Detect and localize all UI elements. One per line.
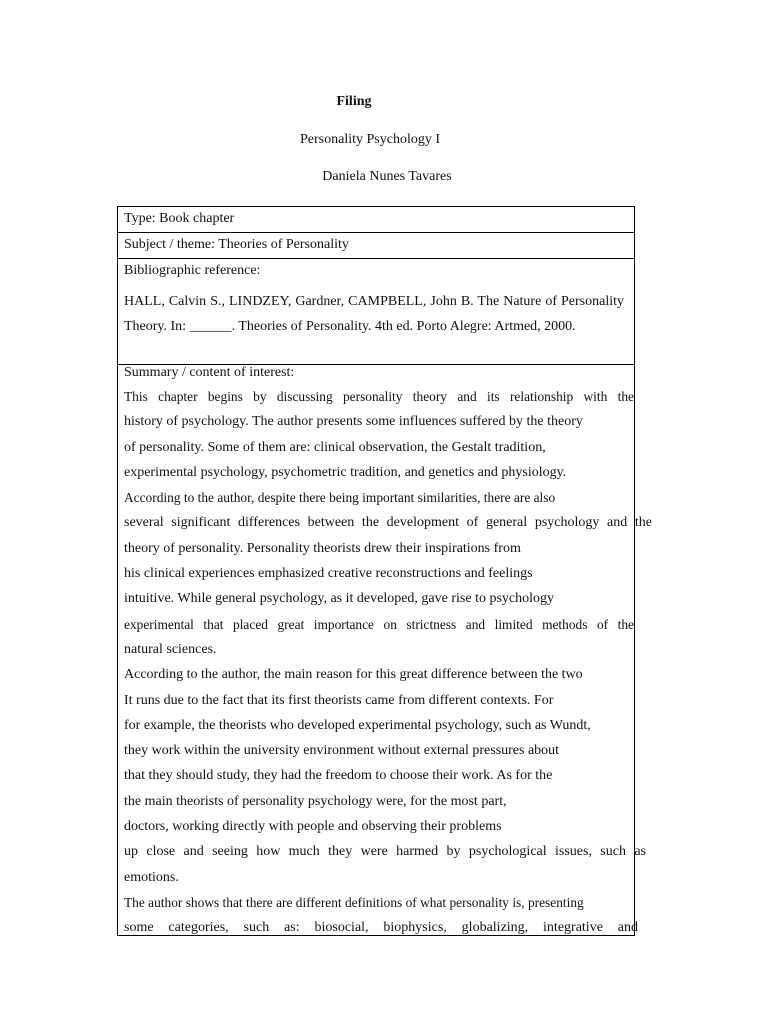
bibliographic-reference: HALL, Calvin S., LINDZEY, Gardner, CAMPBELL, John B. The Nature of Personality Theory. In: ______. Theories of Personality. 4th ed. Porto Alegre: Artmed, 2000. [124,294,624,334]
summary-line: natural sciences. [124,641,217,657]
document-subtitle: Personality Psychology I [300,132,440,147]
subject-row [118,233,634,259]
summary-line: theory of personality. Personality theorists drew their inspirations from [124,540,521,556]
bibliographic-row [118,259,634,365]
summary-line: of personality. Some of them are: clinical observation, the Gestalt tradition, [124,439,546,455]
type-row [118,207,634,233]
summary-line: experimental that placed great importance on strictness and limited methods of the [124,616,634,632]
summary-line: According to the author, the main reason for this great difference between the two [124,667,583,683]
summary-line: It runs due to the fact that its first theorists came from different contexts. For [124,692,554,708]
summary-line: his clinical experiences emphasized creative reconstructions and feelings [124,566,533,582]
summary-line: experimental psychology, psychometric tradition, and genetics and physiology. [124,464,567,480]
summary-body [124,384,654,941]
summary-line: intuitive. While general psychology, as it developed, gave rise to psychology [124,591,555,607]
summary-line: According to the author, despite there being important similarities, there are also [124,490,556,506]
summary-line: up close and seeing how much they were harmed by psychological issues, such as [124,844,646,860]
summary-line: that they should study, they had the freedom to choose their work. As for the [124,768,553,784]
summary-label: Summary / content of interest: [124,365,295,380]
subject-text: Subject / theme: Theories of Personality [124,237,349,252]
document-title: Filing [336,94,372,109]
filing-table [117,206,652,936]
type-text: Type: Book chapter [124,211,235,226]
summary-line: This chapter begins by discussing personality theory and its relationship with the [124,389,634,404]
summary-line: history of psychology. The author presents some influences suffered by the theory [124,414,583,430]
summary-line: The author shows that there are different definitions of what personality is, presenting [124,894,584,910]
summary-line: the main theorists of personality psychology were, for the most part, [124,793,507,809]
summary-line: doctors, working directly with people and observing their problems [124,819,502,835]
summary-line: they work within the university environment without external pressures about [124,743,560,759]
document-author: Daniela Nunes Tavares [322,169,452,184]
summary-line: for example, the theorists who developed experimental psychology, such as Wundt, [124,717,591,733]
bibliographic-label: Bibliographic reference: [124,263,261,278]
summary-row [118,365,652,936]
summary-line: emotions. [124,869,179,885]
summary-line: some categories, such as: biosocial, biophysics, globalizing, integrative and [124,920,638,936]
summary-line: several significant differences between the development of general psychology and the [124,515,652,531]
